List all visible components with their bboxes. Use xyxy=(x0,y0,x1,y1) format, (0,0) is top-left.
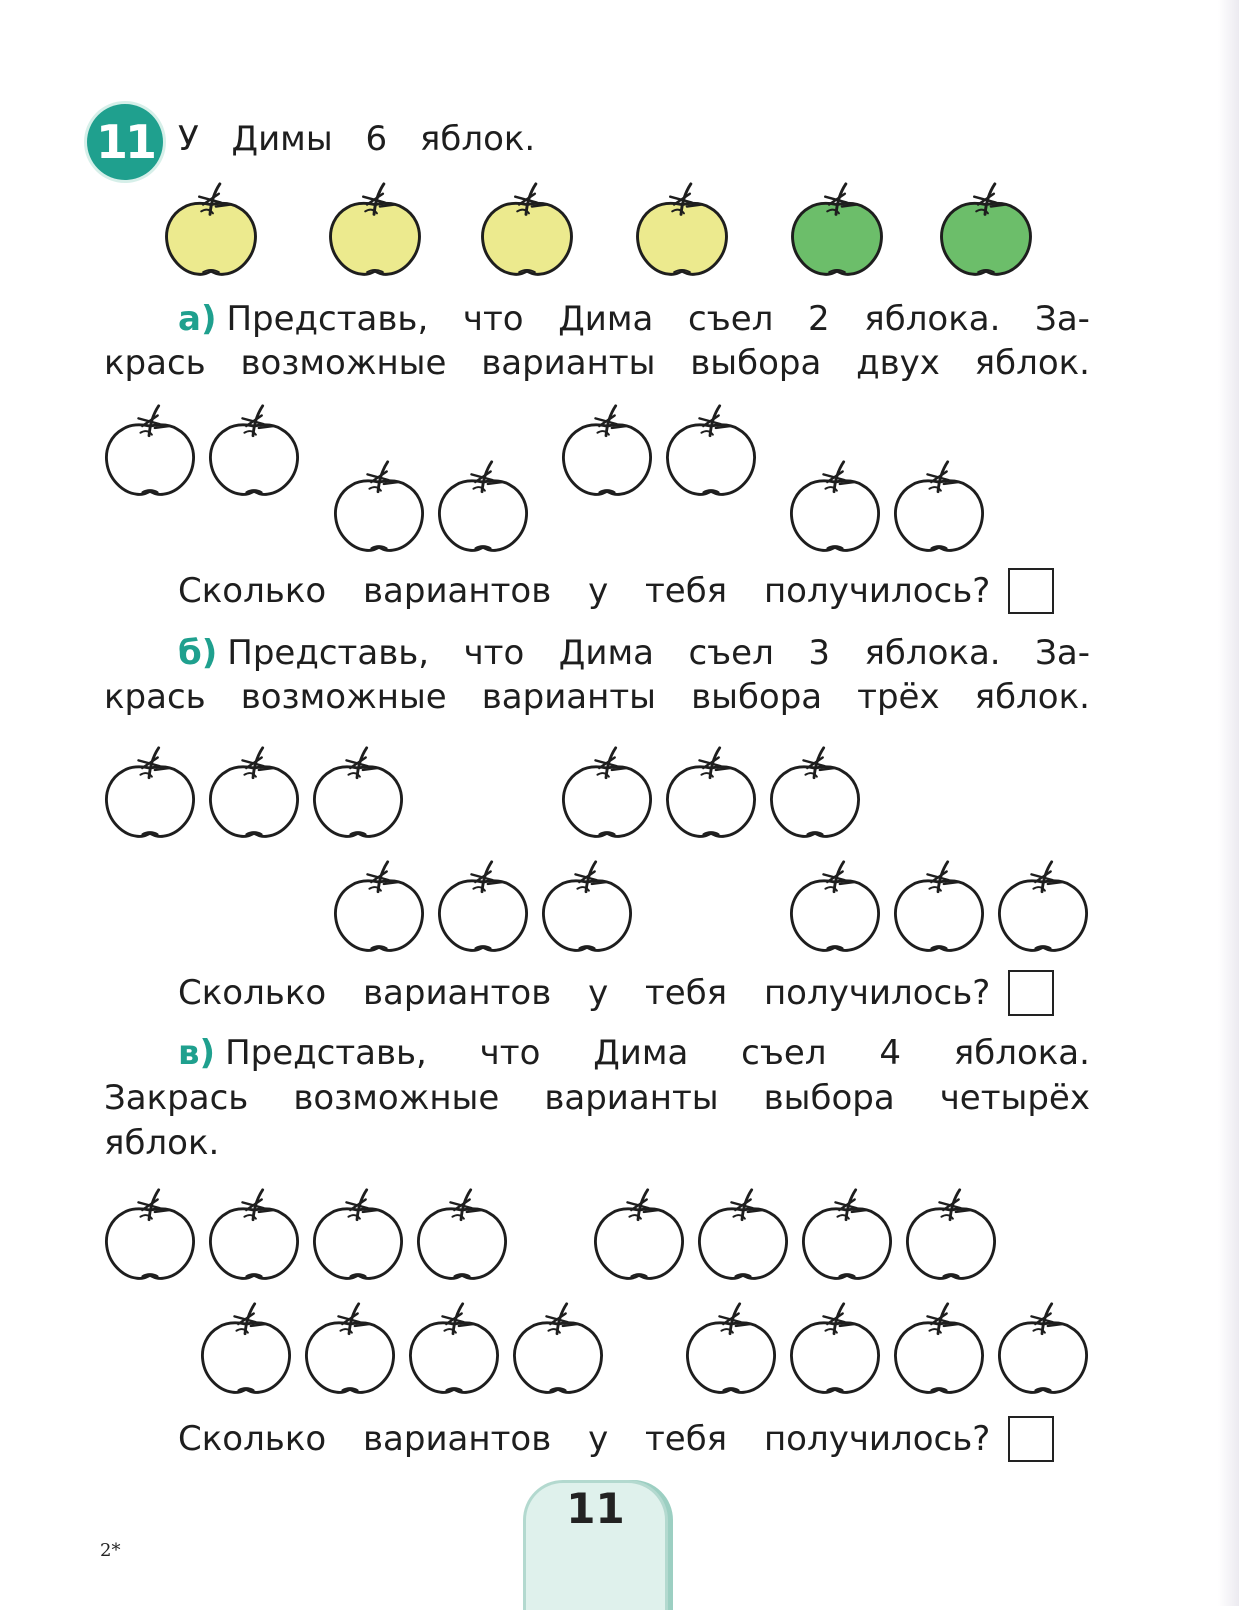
page-edge xyxy=(1218,0,1239,1606)
part-c-apple[interactable] xyxy=(302,1300,398,1398)
part-a-text-line-1: а) Представь, что Дима съел 2 яблока. За- xyxy=(178,299,1090,339)
part-a-apple[interactable] xyxy=(435,458,531,556)
part-b-answer-box[interactable] xyxy=(1008,970,1054,1016)
sample-apple-3 xyxy=(478,180,576,280)
part-b-text-line-1: б) Представь, что Дима съел 3 яблока. За- xyxy=(178,633,1090,673)
part-b-apple[interactable] xyxy=(787,858,883,956)
part-b-apple[interactable] xyxy=(995,858,1091,956)
part-c-text-line-2: Закрась возможные варианты выбора четырёх xyxy=(104,1078,1090,1118)
part-c-apple[interactable] xyxy=(695,1186,791,1284)
sample-apple-4 xyxy=(633,180,731,280)
part-c-apple[interactable] xyxy=(995,1300,1091,1398)
part-b-apple[interactable] xyxy=(663,744,759,842)
part-b-apple[interactable] xyxy=(435,858,531,956)
part-a-apple[interactable] xyxy=(787,458,883,556)
page-number: 11 xyxy=(566,1484,625,1533)
task-number-badge: 11 xyxy=(87,104,163,180)
sample-apple-5 xyxy=(788,180,886,280)
part-c-apple[interactable] xyxy=(903,1186,999,1284)
part-a-question: Сколько вариантов у тебя получилось? xyxy=(178,568,1054,614)
part-b-apple[interactable] xyxy=(331,858,427,956)
part-c-apple[interactable] xyxy=(198,1300,294,1398)
part-c-apple[interactable] xyxy=(406,1300,502,1398)
part-c-answer-box[interactable] xyxy=(1008,1416,1054,1462)
part-a-apple[interactable] xyxy=(559,402,655,500)
part-c-text-line-1: в) Представь, что Дима съел 4 яблока. xyxy=(178,1033,1090,1073)
part-a-apple[interactable] xyxy=(102,402,198,500)
part-c-apple[interactable] xyxy=(891,1300,987,1398)
part-c-apple[interactable] xyxy=(799,1186,895,1284)
footer-signature-mark: 2* xyxy=(100,1540,121,1561)
sample-apple-1 xyxy=(162,180,260,280)
part-a-answer-box[interactable] xyxy=(1008,568,1054,614)
part-c-label: в) xyxy=(178,1033,216,1073)
part-b-label: б) xyxy=(178,633,218,673)
part-c-apple[interactable] xyxy=(206,1186,302,1284)
part-a-text-line-2: крась возможные варианты выбора двух яблок. xyxy=(104,343,1090,383)
part-b-apple[interactable] xyxy=(206,744,302,842)
part-c-apple[interactable] xyxy=(683,1300,779,1398)
sample-apple-6 xyxy=(937,180,1035,280)
part-c-question: Сколько вариантов у тебя получилось? xyxy=(178,1416,1054,1462)
task-intro: У Димы 6 яблок. xyxy=(178,119,536,159)
part-c-apple[interactable] xyxy=(591,1186,687,1284)
part-a-apple[interactable] xyxy=(891,458,987,556)
part-b-apple[interactable] xyxy=(539,858,635,956)
part-c-apple[interactable] xyxy=(787,1300,883,1398)
part-a-apple[interactable] xyxy=(663,402,759,500)
part-b-text-line-2: крась возможные варианты выбора трёх яблок. xyxy=(104,677,1090,717)
part-b-apple[interactable] xyxy=(310,744,406,842)
part-b-apple[interactable] xyxy=(767,744,863,842)
part-c-apple[interactable] xyxy=(414,1186,510,1284)
part-a-apple[interactable] xyxy=(206,402,302,500)
sample-apple-2 xyxy=(326,180,424,280)
part-a-label: а) xyxy=(178,299,217,339)
part-c-apple[interactable] xyxy=(102,1186,198,1284)
part-b-apple[interactable] xyxy=(102,744,198,842)
part-a-apple[interactable] xyxy=(331,458,427,556)
part-c-text-line-3: яблок. xyxy=(104,1123,220,1163)
part-c-apple[interactable] xyxy=(510,1300,606,1398)
part-b-apple[interactable] xyxy=(891,858,987,956)
part-c-apple[interactable] xyxy=(310,1186,406,1284)
part-b-question: Сколько вариантов у тебя получилось? xyxy=(178,970,1054,1016)
part-b-apple[interactable] xyxy=(559,744,655,842)
